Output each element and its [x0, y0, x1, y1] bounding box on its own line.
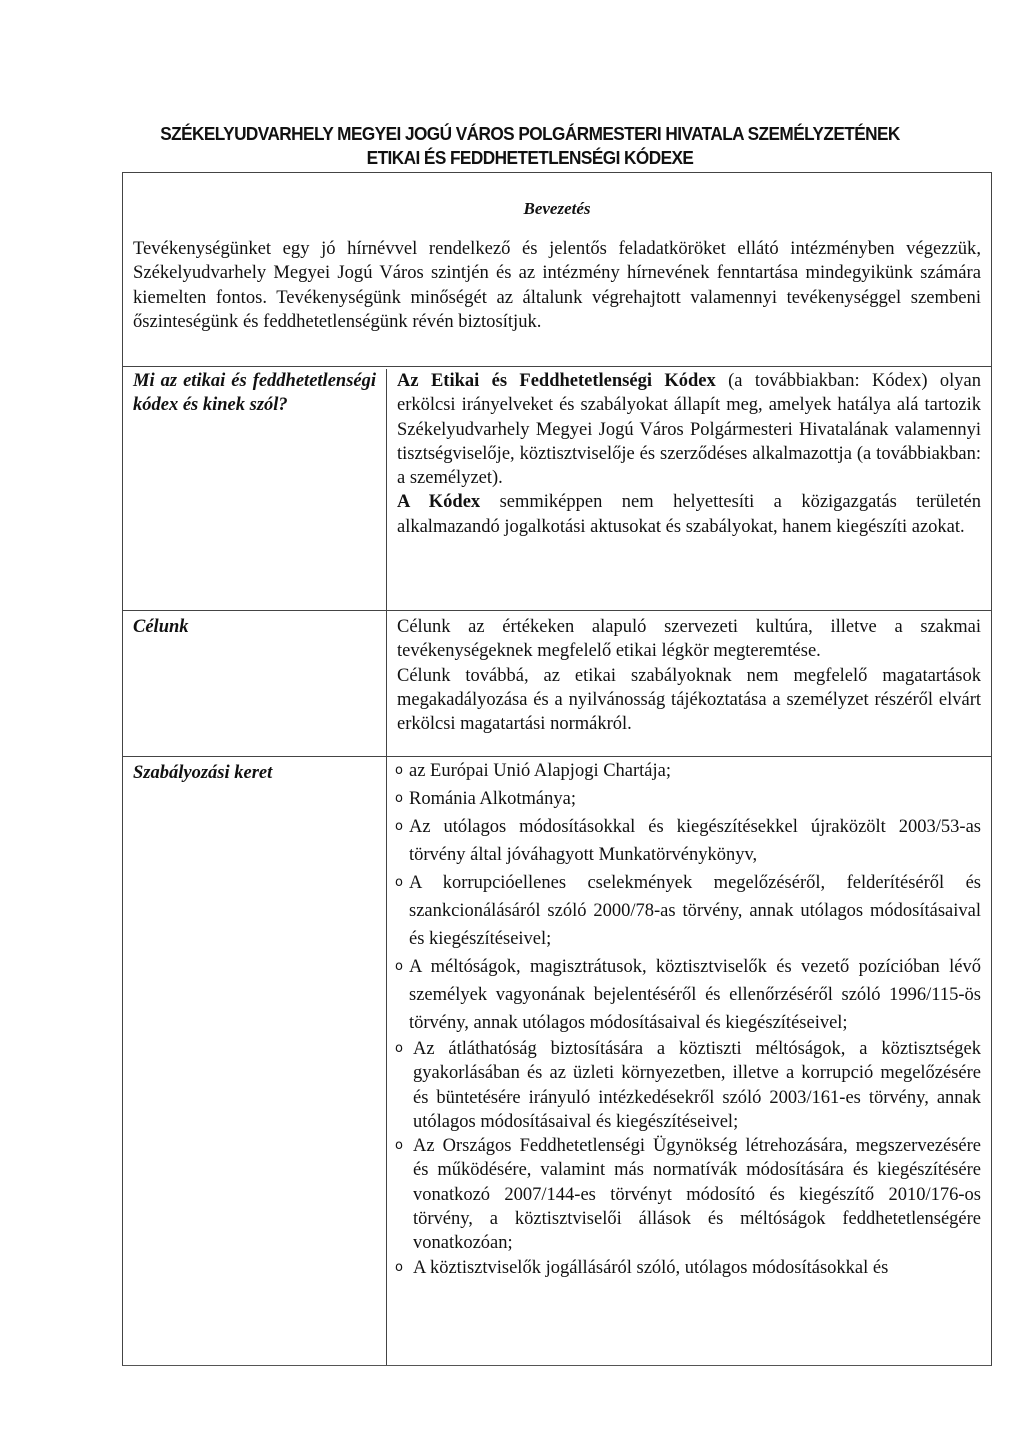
row-content	[387, 611, 991, 756]
bold-term: A Kódex	[397, 492, 481, 513]
paragraph: Célunk továbbá, az etikai szabályoknak nem megfelelő magatartások megakadályozása és a nyilvánosság tájékoztatása a személyzet részéről elvárt erkölcsi magatartási normákról.	[397, 665, 981, 735]
legal-framework-list	[395, 757, 981, 1280]
paragraph: Célunk az értékeken alapuló szervezeti kultúra, illetve a szakmai tevékenységeknek megfelelő etikai légkör megteremtése.	[397, 617, 981, 662]
list-item: o A köztisztviselők jogállásáról szóló, utólagos módosításokkal és	[395, 1256, 981, 1280]
table-row-regulatory-framework	[123, 757, 991, 1365]
list-item: o A korrupcióellenes cselekmények megelőzéséről, felderítéséről és szankcionálásáról szóló 2000/78-as törvény, annak utólagos módosításaival és kiegészítéseivel;	[395, 869, 981, 953]
title-line-1: SZÉKELYUDVARHELY MEGYEI JOGÚ VÁROS POLGÁRMESTERI HIVATALA SZEMÉLYZETÉNEK	[160, 123, 900, 144]
table-row-goal	[123, 611, 991, 757]
bold-term: Az Etikai és Feddhetetlenségi Kódex	[397, 371, 716, 391]
intro-heading: Bevezetés	[523, 199, 591, 218]
row-content	[387, 757, 991, 1365]
list-item: o az Európai Unió Alapjogi Chartája;	[395, 757, 981, 785]
row-label: Mi az etikai és feddhetetlenségi kódex és kinek szól?	[123, 369, 387, 610]
list-item: o A méltóságok, magisztrátusok, köztisztviselők és vezető pozícióban lévő személyek vagyonának bejelentéséről és ellenőrzéséről szóló 1996/115-ös törvény, annak utólagos módosításaival és kiegészítéseivel;	[395, 953, 981, 1037]
paragraph: Az Etikai és Feddhetetlenségi Kódex (a továbbiakban: Kódex) olyan erkölcsi irányelveket és szabályokat állapít meg, amelyek hatálya alá tartozik Székelyudvarhely Megyei Jogú Város Polgármesteri Hivatalának valamennyi tisztségviselője, köztisztviselője és szerződéses alkalmazottja (a továbbiakban: a személyzet).	[397, 371, 981, 489]
row-label: Szabályozási keret	[123, 757, 387, 1365]
list-item: o Az Országos Feddhetetlenségi Ügynökség létrehozására, megszervezésére és működésére, valamint más normatívák módosítására és kiegészítésére vonatkozó 2007/144-es törvényt módosító és kiegészítő 2010/176-os törvény, a köztisztviselői állások és méltóságok feddhetetlenségére vonatkozóan;	[395, 1134, 981, 1255]
paragraph: A Kódex semmiképpen nem helyettesíti a közigazgatás területén alkalmazandó jogalkotási aktusokat és szabályokat, hanem kiegészíti azokat.	[397, 492, 981, 537]
list-item: o Románia Alkotmánya;	[395, 785, 981, 813]
row-label: Célunk	[123, 611, 387, 756]
code-table	[122, 172, 992, 1366]
intro-text: Tevékenységünket egy jó hírnévvel rendelkező és jelentős feladatköröket ellátó intézményben végezzük, Székelyudvarhely Megyei Jogú Város szintjén és az intézmény hírnevének fenntartása mindegyikünk számára kiemelten fontos. Tevékenységünk minőségét az általunk végrehajtott valamennyi tevékenységgel szembeni őszinteségünk és feddhetetlenségünk révén biztosítjuk.	[133, 238, 981, 332]
title-line-2: ETIKAI ÉS FEDDHETETLENSÉGI KÓDEXE	[366, 147, 694, 168]
list-item: o Az utólagos módosításokkal és kiegészítésekkel újraközölt 2003/53-as törvény által jóváhagyott Munkatörvénykönyv,	[395, 813, 981, 869]
row-content	[387, 369, 991, 610]
document-title	[139, 122, 920, 170]
list-item: o Az átláthatóság biztosítására a köztiszti méltóságok, a köztisztségek gyakorlásában és az üzleti környezetben, illetve a korrupció megelőzésére és büntetésére irányuló intézkedésekről szóló 2003/161-es törvény, annak utólagos módosításaival és kiegészítéseivel;	[395, 1037, 981, 1134]
intro-section	[123, 173, 991, 367]
table-row-what-is-code	[123, 367, 991, 611]
